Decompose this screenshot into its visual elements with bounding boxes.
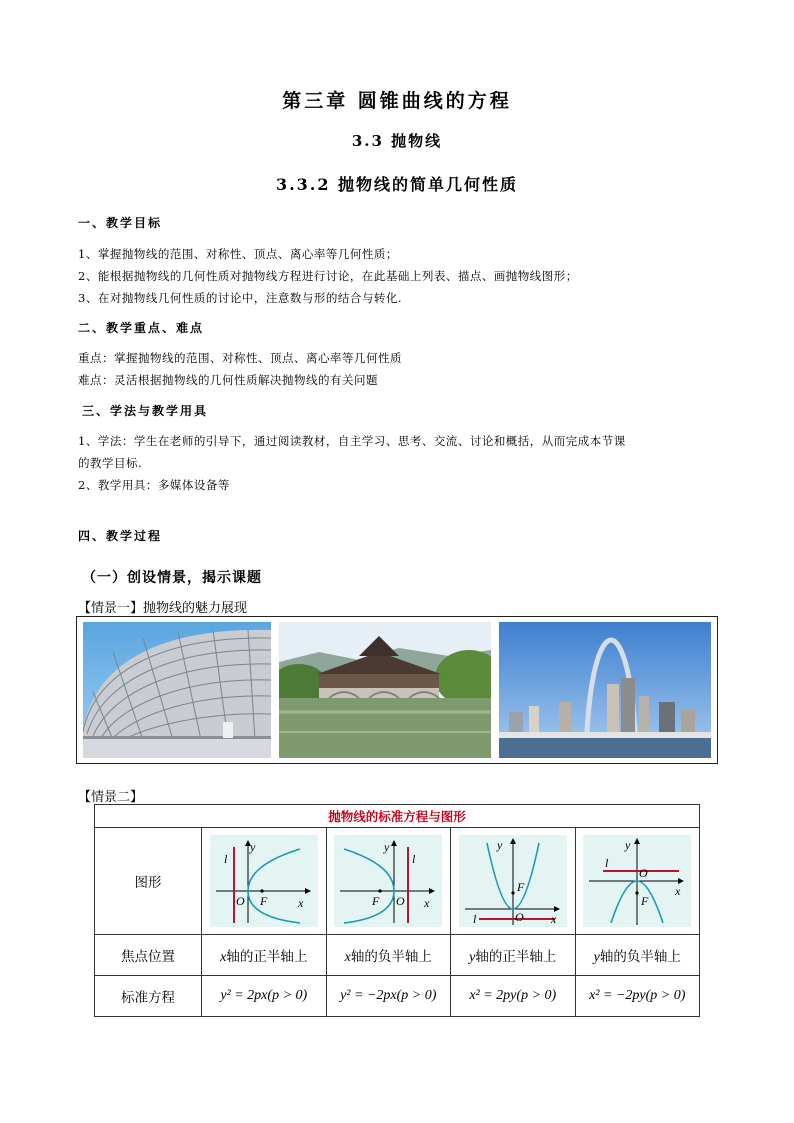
origin-label: O: [514, 910, 524, 924]
y-label: y: [384, 840, 390, 854]
key-point-item: 难点：灵活根据抛物线的几何性质解决抛物线的有关问题: [78, 373, 378, 387]
focus-position-text: 轴的正半轴上: [226, 948, 308, 964]
focus-position-cell: [326, 935, 451, 976]
gateway-arch-photo: [499, 622, 711, 758]
subsection-title: 3.3.2 抛物线的简单几何性质: [275, 175, 519, 194]
focus-point: [379, 889, 382, 892]
axis-symbol: y: [469, 949, 476, 965]
origin-label: O: [235, 894, 245, 908]
equation-cell: y² = 2px(p > 0): [202, 976, 327, 1017]
graph-cell: [575, 828, 700, 935]
focus-position-cell: [575, 935, 700, 976]
scene2-label: 【情景二】: [78, 789, 144, 804]
method-item: 1、学法：学生在老师的引导下，通过阅读教材，自主学习、思考、交流、讨论和概括，从而完成本节课: [78, 434, 626, 448]
x-label: x: [424, 896, 430, 910]
focus-point: [511, 891, 514, 894]
focus-label: F: [516, 880, 525, 894]
key-points-heading: 二、教学重点、难点: [78, 321, 205, 335]
y-label: y: [625, 838, 631, 852]
directrix-label: l: [605, 856, 609, 870]
row-label-equation: 标准方程: [95, 976, 202, 1017]
axis-symbol: x: [344, 949, 351, 965]
graph-cell: [202, 828, 327, 935]
objectives-heading: 一、教学目标: [78, 216, 163, 230]
x-label: x: [675, 884, 681, 898]
objective-item: 1、掌握抛物线的范围、对称性、顶点、离心率等几何性质；: [78, 247, 398, 261]
origin-label: O: [396, 894, 405, 908]
graph-cell: [326, 828, 451, 935]
axis-symbol: x: [220, 949, 227, 965]
graph-cell: [451, 828, 576, 935]
graph-right-opening: [210, 835, 318, 927]
graph-left-opening: [334, 835, 442, 927]
equation-cell: x² = 2py(p > 0): [451, 976, 576, 1017]
process-subheading: （一）创设情景，揭示课题: [82, 570, 262, 586]
equation-cell: x² = −2py(p > 0): [575, 976, 700, 1017]
parabola-curve: [344, 849, 394, 923]
objective-item: 3、在对抛物线几何性质的讨论中，注意数与形的结合与转化.: [78, 291, 402, 305]
parabola-table: [94, 804, 700, 1017]
focus-position-text: 轴的负半轴上: [599, 948, 681, 964]
focus-position-cell: [202, 935, 327, 976]
table-title: 抛物线的标准方程与图形: [95, 805, 700, 828]
focus-position-text: 轴的负半轴上: [350, 948, 432, 964]
focus-point: [260, 889, 263, 892]
focus-point: [636, 891, 639, 894]
row-label-graph: 图形: [95, 828, 202, 935]
focus-label: F: [372, 894, 380, 908]
process-heading: 四、教学过程: [78, 529, 163, 543]
photo-strip: [76, 616, 718, 764]
chapter-title: 第三章 圆锥曲线的方程: [282, 90, 512, 112]
methods-heading: 三、学法与教学用具: [82, 404, 209, 418]
directrix-label: l: [223, 852, 228, 866]
objective-item: 2、能根据抛物线的几何性质对抛物线方程进行讨论，在此基础上列表、描点、画抛物线图形；: [78, 269, 578, 283]
x-label: x: [550, 912, 557, 926]
axis-symbol: y: [593, 949, 600, 965]
origin-label: O: [639, 866, 648, 880]
graph-down-opening: [583, 835, 691, 927]
key-point-item: 重点：掌握抛物线的范围、对称性、顶点、离心率等几何性质: [78, 351, 402, 365]
scene1-label: 【情景一】抛物线的魅力展现: [78, 600, 248, 615]
focus-position-cell: [451, 935, 576, 976]
focus-label: F: [259, 894, 268, 908]
bridge-pavilion-photo: [279, 622, 491, 758]
focus-position-text: 轴的正半轴上: [475, 948, 557, 964]
row-label-focus: 焦点位置: [95, 935, 202, 976]
method-item: 2、教学用具：多媒体设备等: [78, 478, 230, 492]
parabola-curve: [248, 849, 300, 923]
y-label: y: [496, 838, 503, 852]
graph-up-opening: [459, 835, 567, 927]
x-label: x: [297, 896, 304, 910]
method-item: 的教学目标.: [78, 456, 143, 470]
equation-cell: y² = −2px(p > 0): [326, 976, 451, 1017]
focus-label: F: [641, 894, 649, 908]
directrix-label: l: [472, 912, 477, 926]
y-label: y: [249, 840, 256, 854]
stadium-roof-photo: [83, 622, 271, 758]
directrix-label: l: [412, 852, 416, 866]
section-title: 3.3 抛物线: [351, 132, 443, 150]
